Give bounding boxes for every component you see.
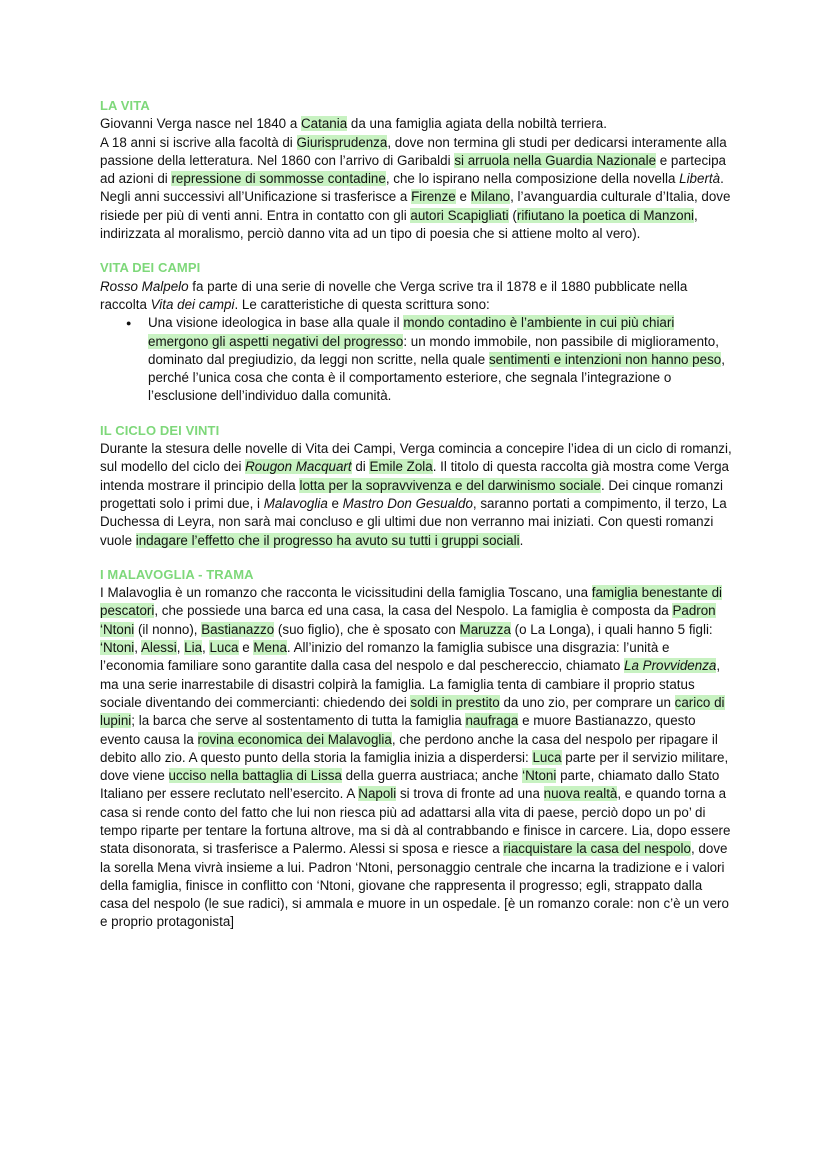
highlighted-text: ucciso nella battaglia di Lissa bbox=[168, 768, 342, 784]
highlighted-text: indagare l’effetto che il progresso ha avuto su tutti i gruppi sociali bbox=[135, 532, 520, 548]
highlighted-text: Luca bbox=[532, 749, 562, 765]
section-title: LA VITA bbox=[100, 98, 150, 113]
highlighted-text: rifiutano la poetica di Manzoni bbox=[516, 207, 695, 223]
highlighted-text: famiglia benestante di pescatori bbox=[100, 585, 723, 619]
text-run: , dove la sorella Mena vivrà insieme a lui. Padron ‘Ntoni, personaggio centrale che incarna la tradizione e i valori della famiglia, finisce in conflitto con ‘Ntoni, giovane che rappresenta il progresso; egli, strappato dalla casa del nespolo (le sue radici), si ammala e muore in un ospedale. [è un romanzo corale: non c’è un vero e proprio protagonista] bbox=[100, 841, 729, 930]
text-run: I Malavoglia è un romanzo che racconta le vicissitudini della famiglia Toscano, una bbox=[100, 585, 592, 601]
highlighted-text: ‘Ntoni bbox=[522, 768, 557, 784]
text-run: (o La Longa), i quali hanno 5 figli: bbox=[510, 621, 713, 637]
highlighted-text: Lia bbox=[184, 640, 203, 656]
text-run: A 18 anni si iscrive alla facoltà di bbox=[100, 134, 297, 150]
highlighted-text: Firenze bbox=[411, 189, 456, 205]
text-run: , e quando torna a casa si rende conto del fatto che lui non riesca più ad adattarsi alla vita di paese, perciò dopo un po’ di tempo riparte per tentare la fortuna altrove, ma si dà al contrabbando e finisce in carcere. Lia, dopo essere stata disonorata, si trasferisce a Palermo. Alessi si sposa e riesce a bbox=[100, 786, 731, 857]
highlighted-text: Luca bbox=[209, 640, 239, 656]
highlighted-text: Mena bbox=[253, 640, 287, 656]
section-vita-dei-campi bbox=[100, 259, 732, 405]
text-run: e bbox=[327, 495, 343, 511]
paragraph bbox=[100, 278, 732, 315]
document-body bbox=[100, 97, 732, 948]
text-run: , che perdono anche la casa del nespolo per ripagare il debito allo zio. A questo punto della storia la famiglia inizia a disperdersi: bbox=[100, 731, 718, 765]
text-run: Una visione ideologica in base alla quale il bbox=[148, 315, 404, 331]
section-title: VITA DEI CAMPI bbox=[100, 260, 201, 276]
paragraph bbox=[100, 440, 732, 550]
text-run: parte per il servizio militare, dove viene bbox=[100, 749, 729, 784]
highlighted-text: soldi in prestito bbox=[410, 694, 500, 710]
highlighted-italic-text bbox=[245, 459, 351, 474]
text-run: . bbox=[519, 532, 524, 548]
text-run: . Il titolo di questa raccolta già mostra come Verga intenda mostrare il principio della bbox=[100, 459, 729, 493]
text-run: , dove non termina gli studi per dedicarsi interamente alla passione della letteratura. Nel 1860 con l’arrivo di Garibaldi bbox=[100, 134, 727, 168]
paragraph bbox=[100, 115, 732, 243]
highlighted-text: si arruola nella Guardia Nazionale bbox=[454, 152, 657, 168]
italic-text: Vita dei campi bbox=[150, 296, 235, 312]
highlighted-text: repressione di sommosse contadine bbox=[171, 171, 386, 187]
text-run: , bbox=[176, 640, 185, 656]
italic-text: Rougon Macquart bbox=[245, 459, 352, 475]
text-run: : un mondo immobile, non passibile di miglioramento, dominato dal pregiudizio, da leggi non scritte, nella quale bbox=[148, 333, 719, 367]
highlighted-text: nuova realtà bbox=[543, 786, 618, 802]
text-run: della guerra austriaca; anche bbox=[341, 768, 523, 784]
highlighted-text: Bastianazzo bbox=[201, 621, 275, 637]
section-la-vita bbox=[100, 97, 732, 243]
highlighted-text: autori Scapigliati bbox=[410, 207, 509, 223]
italic-text: La Provvidenza bbox=[624, 658, 717, 674]
highlighted-text: Napoli bbox=[358, 786, 397, 802]
bullet-list bbox=[100, 314, 732, 405]
italic-text: Mastro Don Gesualdo bbox=[342, 495, 473, 511]
highlighted-text: naufraga bbox=[465, 713, 519, 729]
highlighted-text: Padron ‘Ntoni bbox=[100, 603, 716, 637]
section-malavoglia-trama bbox=[100, 566, 732, 932]
text-run: , che possiede una barca ed una casa, la casa del Nespolo. La famiglia è composta da bbox=[154, 603, 673, 619]
text-run: . Dei cinque romanzi progettati solo i primi due, i bbox=[100, 477, 723, 511]
highlighted-text: Catania bbox=[301, 116, 348, 132]
text-run: , ma una serie inarrestabile di disastri colpirà la famiglia. La famiglia tenta di cambiare il proprio status sociale diventando dei commercianti: chiedendo dei bbox=[100, 658, 721, 710]
text-run: e bbox=[455, 189, 471, 205]
highlighted-text: rovina economica dei Malavoglia bbox=[197, 731, 392, 747]
section-title: IL CICLO DEI VINTI bbox=[100, 422, 220, 438]
text-run: (il nonno), bbox=[134, 621, 202, 637]
text-run: Durante la stesura delle novelle di Vita dei Campi, Verga comincia a concepire l’idea di un ciclo di romanzi, sul modello del ciclo dei bbox=[100, 441, 732, 475]
paragraph bbox=[100, 584, 732, 932]
text-run: (suo figlio), che è sposato con bbox=[274, 621, 460, 637]
text-run: ; la barca che serve al sostentamento di tutta la famiglia bbox=[131, 713, 466, 729]
text-run: parte, chiamato dallo Stato Italiano per essere reclutato nell’esercito. A bbox=[100, 768, 720, 802]
italic-text: Malavoglia bbox=[263, 495, 328, 511]
text-run: , perché l’unica cosa che conta è il comportamento esteriore, che segnala l’integrazione o l’esclusione dell’individuo dalla comunità. bbox=[148, 351, 725, 404]
text-run: . Le caratteristiche di questa scrittura sono: bbox=[234, 296, 490, 312]
highlighted-text: Milano bbox=[470, 189, 511, 205]
italic-text: Libertà bbox=[679, 171, 721, 187]
highlighted-text: Giurisprudenza bbox=[296, 134, 388, 150]
text-run: si trova di fronte ad una bbox=[396, 786, 544, 802]
highlighted-text: riacquistare la casa del nespolo bbox=[503, 841, 691, 857]
text-run: . All’inizio del romanzo la famiglia subisce una disgrazia: l’unità e l’economia familiare sono garantite dalla casa del nespolo e dal peschereccio, chiamato bbox=[100, 640, 670, 674]
text-run: , bbox=[134, 640, 141, 656]
text-run: , bbox=[202, 640, 210, 656]
text-run: fa parte di una serie di novelle che Verga scrive tra il 1878 e il 1880 pubblicate nella raccolta bbox=[100, 278, 688, 312]
highlighted-text: ‘Ntoni bbox=[100, 640, 135, 656]
text-run: , l’avanguardia culturale d’Italia, dove risiede per più di venti anni. Entra in contatto con gli bbox=[100, 189, 731, 223]
highlighted-italic-text bbox=[624, 658, 716, 673]
text-run: da una famiglia agiata della nobiltà terriera. bbox=[347, 116, 607, 132]
highlighted-text: sentimenti e intenzioni non hanno peso bbox=[488, 351, 722, 367]
text-run: , saranno portati a compimento, il terzo, La Duchessa di Leyra, non sarà mai concluso e gli ultimi due non verranno mai iniziati. Con questi romanzi vuole bbox=[100, 495, 727, 548]
bullet-item bbox=[148, 314, 732, 405]
section-ciclo-dei-vinti bbox=[100, 422, 732, 550]
text-run: , indirizzata al moralismo, perciò danno vita ad un tipo di poesia che si attiene molto al vero). bbox=[100, 207, 698, 242]
highlighted-text: mondo contadino è l’ambiente in cui più chiari emergono gli aspetti negativi del progresso bbox=[148, 315, 675, 349]
text-run: ( bbox=[508, 207, 517, 223]
text-run: . Negli anni successivi all’Unificazione si trasferisce a bbox=[100, 171, 724, 205]
text-run: , che lo ispirano nella composizione della novella bbox=[385, 171, 680, 187]
highlighted-text: lotta per la sopravvivenza e del darwinismo sociale bbox=[299, 477, 601, 493]
highlighted-text: Emile Zola bbox=[369, 459, 433, 475]
text-run: da uno zio, per comprare un bbox=[499, 694, 675, 710]
text-run: e partecipa ad azioni di bbox=[100, 152, 727, 187]
section-title: I MALAVOGLIA - TRAMA bbox=[100, 566, 254, 582]
text-run: di bbox=[351, 459, 370, 475]
highlighted-text: Maruzza bbox=[459, 621, 511, 637]
text-run: e bbox=[238, 640, 254, 656]
highlighted-text: Alessi bbox=[140, 640, 177, 656]
text-run: e muore Bastianazzo, questo evento causa la bbox=[100, 713, 696, 747]
italic-text: Rosso Malpelo bbox=[100, 278, 189, 294]
text-run: Giovanni Verga nasce nel 1840 a bbox=[100, 116, 302, 132]
highlighted-text: carico di lupini bbox=[100, 694, 725, 729]
